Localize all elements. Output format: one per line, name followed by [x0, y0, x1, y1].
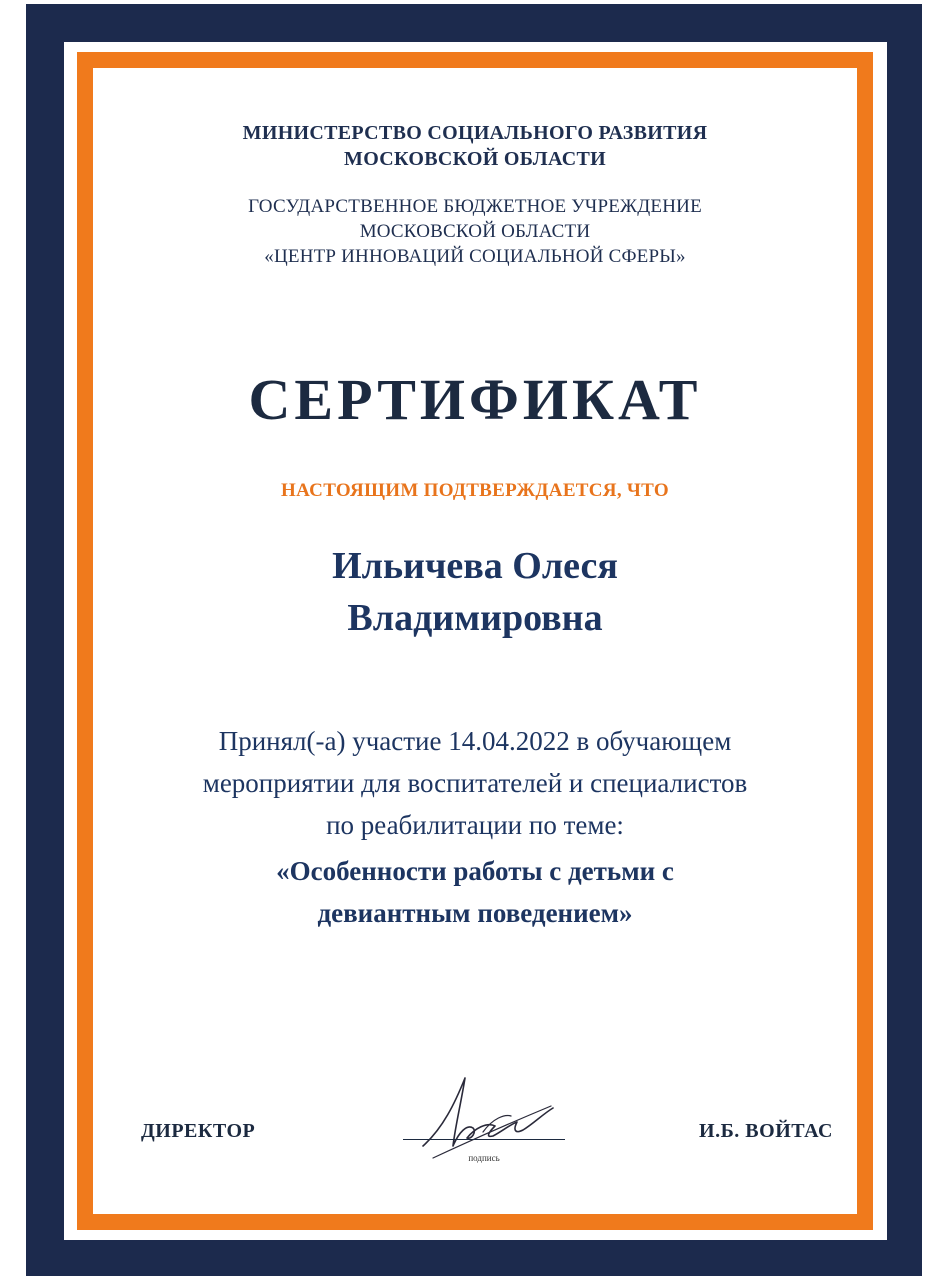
ministry-line-1: МИНИСТЕРСТВО СОЦИАЛЬНОГО РАЗВИТИЯ [242, 122, 708, 144]
certificate-content [93, 68, 857, 1214]
confirmation-text: НАСТОЯЩИМ ПОДТВЕРЖДАЕТСЯ, ЧТО [281, 480, 669, 501]
participation-line-2: мероприятии для воспитателей и специалистов [202, 768, 748, 798]
participation-line-3: по реабилитации по теме: [326, 810, 624, 840]
institution-line-3: «ЦЕНТР ИННОВАЦИЙ СОЦИАЛЬНОЙ СФЕРЫ» [264, 246, 686, 267]
recipient-name-line-1: Ильичева Олеся [332, 545, 618, 587]
certificate-title: СЕРТИФИКАТ [248, 367, 702, 432]
recipient-name [93, 540, 857, 644]
ministry-line-2: МОСКОВСКОЙ ОБЛАСТИ [344, 148, 606, 170]
institution-line-1: ГОСУДАРСТВЕННОЕ БЮДЖЕТНОЕ УЧРЕЖДЕНИЕ [248, 196, 702, 217]
event-topic-line-2: девиантным поведением» [317, 898, 633, 928]
institution-line-2: МОСКОВСКОЙ ОБЛАСТИ [359, 221, 591, 242]
participation-text [93, 720, 857, 846]
signature-line [403, 1139, 565, 1140]
institution-heading [93, 194, 857, 269]
signature-caption: подпись [468, 1153, 500, 1163]
director-label: ДИРЕКТОР [141, 1120, 256, 1142]
event-topic-line-1: «Особенности работы с детьми с [276, 856, 674, 886]
handwritten-signature [393, 1058, 583, 1168]
recipient-name-line-2: Владимировна [347, 597, 603, 639]
ministry-heading [93, 120, 857, 172]
director-name: И.Б. ВОЙТАС [699, 1120, 833, 1142]
event-topic [93, 850, 857, 934]
participation-line-1: Принял(-а) участие 14.04.2022 в обучающем [218, 726, 732, 756]
